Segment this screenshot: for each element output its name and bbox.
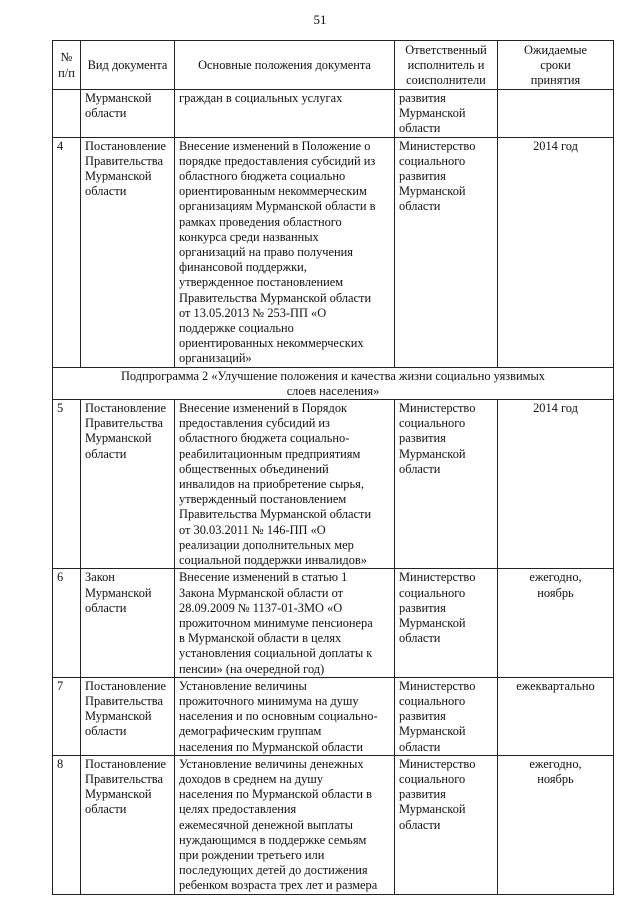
cell-num: 6 — [53, 569, 81, 677]
page-number: 51 — [313, 12, 327, 27]
table-row — [53, 569, 614, 677]
cell-num — [53, 90, 81, 138]
header-doc-type: Вид документа — [81, 41, 175, 90]
cell-provisions: Установление величины прожиточного минимума на душу населения и по основным социально- демографическим группам населения по Мурманской области — [175, 677, 395, 755]
cell-deadline: ежегодно, ноябрь — [498, 755, 614, 894]
cell-doc-type: Мурманской области — [81, 90, 175, 138]
table-row — [53, 677, 614, 755]
table-row — [53, 400, 614, 569]
cell-deadline: 2014 год — [498, 400, 614, 569]
cell-num: 8 — [53, 755, 81, 894]
cell-responsible: Министерство социального развития Мурманской области — [395, 755, 498, 894]
cell-provisions: Внесение изменений в Порядок предоставления субсидий из областного бюджета социально- реабилитационным предприятиям общественных объединений инвалидов на приобретение сырья, утвержденный постановлением Правительства Мурманской области от 30.03.2011 № 146-ПП «О реализации дополнительных мер социальной поддержки инвалидов» — [175, 400, 395, 569]
cell-doc-type: Постановление Правительства Мурманской области — [81, 677, 175, 755]
section-row — [53, 367, 614, 399]
cell-responsible: Министерство социального развития Мурманской области — [395, 677, 498, 755]
cell-num: 7 — [53, 677, 81, 755]
cell-deadline: 2014 год — [498, 137, 614, 367]
table-row — [53, 90, 614, 138]
cell-doc-type: Постановление Правительства Мурманской области — [81, 400, 175, 569]
cell-deadline: ежегодно, ноябрь — [498, 569, 614, 677]
cell-responsible: Министерство социального развития Мурманской области — [395, 400, 498, 569]
documents-table — [52, 40, 614, 895]
section-title: Подпрограмма 2 «Улучшение положения и качества жизни социально уязвимых слоев населения» — [53, 367, 614, 399]
cell-doc-type: Закон Мурманской области — [81, 569, 175, 677]
cell-num: 5 — [53, 400, 81, 569]
table-header-row — [53, 41, 614, 90]
table-row — [53, 755, 614, 894]
cell-responsible: Министерство социального развития Мурманской области — [395, 137, 498, 367]
cell-responsible: Министерство социального развития Мурманской области — [395, 569, 498, 677]
cell-responsible: развития Мурманской области — [395, 90, 498, 138]
cell-provisions: Внесение изменений в Положение о порядке предоставления субсидий из областного бюджета социально ориентированным некоммерческим организациям Мурманской области в рамках проведения областного конкурса среди названных организаций на право получения финансовой поддержки, утвержденное постановлением Правительства Мурманской области от 13.05.2013 № 253-ПП «О поддержке социально ориентированных некоммерческих организаций» — [175, 137, 395, 367]
header-deadline: Ожидаемые сроки принятия — [498, 41, 614, 90]
cell-provisions: Внесение изменений в статью 1 Закона Мурманской области от 28.09.2009 № 1137-01-ЗМО «О прожиточном минимуме пенсионера в Мурманской области в целях установления социальной доплаты к пенсии» (на очередной год) — [175, 569, 395, 677]
cell-provisions: граждан в социальных услугах — [175, 90, 395, 138]
cell-deadline — [498, 90, 614, 138]
header-responsible: Ответственный исполнитель и соисполнители — [395, 41, 498, 90]
cell-deadline: ежеквартально — [498, 677, 614, 755]
header-num: № п/п — [53, 41, 81, 90]
cell-doc-type: Постановление Правительства Мурманской области — [81, 755, 175, 894]
cell-doc-type: Постановление Правительства Мурманской области — [81, 137, 175, 367]
cell-num: 4 — [53, 137, 81, 367]
cell-provisions: Установление величины денежных доходов в среднем на душу населения по Мурманской области в целях предоставления ежемесячной денежной выплаты нуждающимся в поддержке семьям при рождении третьего или последующих детей до достижения ребенком возраста трех лет и размера — [175, 755, 395, 894]
table-row — [53, 137, 614, 367]
header-provisions: Основные положения документа — [175, 41, 395, 90]
